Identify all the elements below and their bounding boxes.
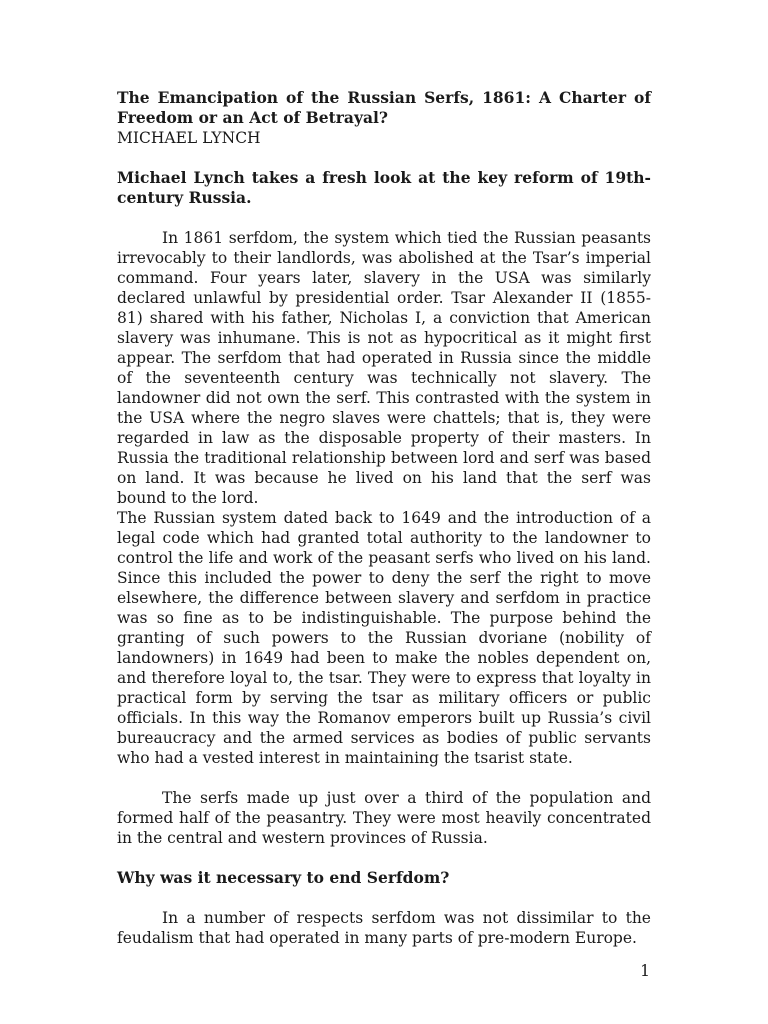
body-paragraph-3: The serfs made up just over a third of the population and formed half of the peasantry. They were most heavily concentrated in the central and western provinces of Russia. (117, 789, 651, 847)
section-heading: Why was it necessary to end Serfdom? (117, 868, 450, 887)
body-paragraph-1: In 1861 serfdom, the system which tied the Russian peasants irrevocably to their landlords, was abolished at the Tsar’s imperial command. Four years later, slavery in the USA was similarly declared unlawful by presidential order. Tsar Alexander II (1855-81) shared with his father, Nicholas I, a conviction that American slavery was inhumane. This is not as hypocritical as it might first appear. The serfdom that had operated in Russia since the middle of the seventeenth century was technically not slavery. The landowner did not own the serf. This contrasted with the system in the USA where the negro slaves were chattels; that is, they were regarded in law as the disposable property of their masters. In Russia the traditional relationship between lord and serf was based on land. It was because he lived on his land that the serf was bound to the lord. (117, 229, 651, 507)
article-standfirst: Michael Lynch takes a fresh look at the key reform of 19th-century Russia. (117, 168, 651, 207)
body-paragraph-2: The Russian system dated back to 1649 and the introduction of a legal code which had granted total authority to the landowner to control the life and work of the peasant serfs who lived on his land. Since this included the power to deny the serf the right to move elsewhere, the difference between slavery and serfdom in practice was so fine as to be indistinguishable. The purpose behind the granting of such powers to the Russian dvoriane (nobility of landowners) in 1649 had been to make the nobles dependent on, and therefore loyal to, the tsar. They were to express that loyalty in practical form by serving the tsar as military officers or public officials. In this way the Romanov emperors built up Russia’s civil bureaucracy and the armed services as bodies of public servants who had a vested interest in maintaining the tsarist state. (117, 509, 651, 767)
article-title: The Emancipation of the Russian Serfs, 1861: A Charter of Freedom or an Act of Betrayal? (117, 88, 651, 127)
page-number: 1 (640, 962, 650, 980)
document-page (117, 88, 651, 948)
article-author: MICHAEL LYNCH (117, 129, 261, 147)
section-paragraph: In a number of respects serfdom was not dissimilar to the feudalism that had operated in many parts of pre-modern Europe. (117, 909, 651, 947)
